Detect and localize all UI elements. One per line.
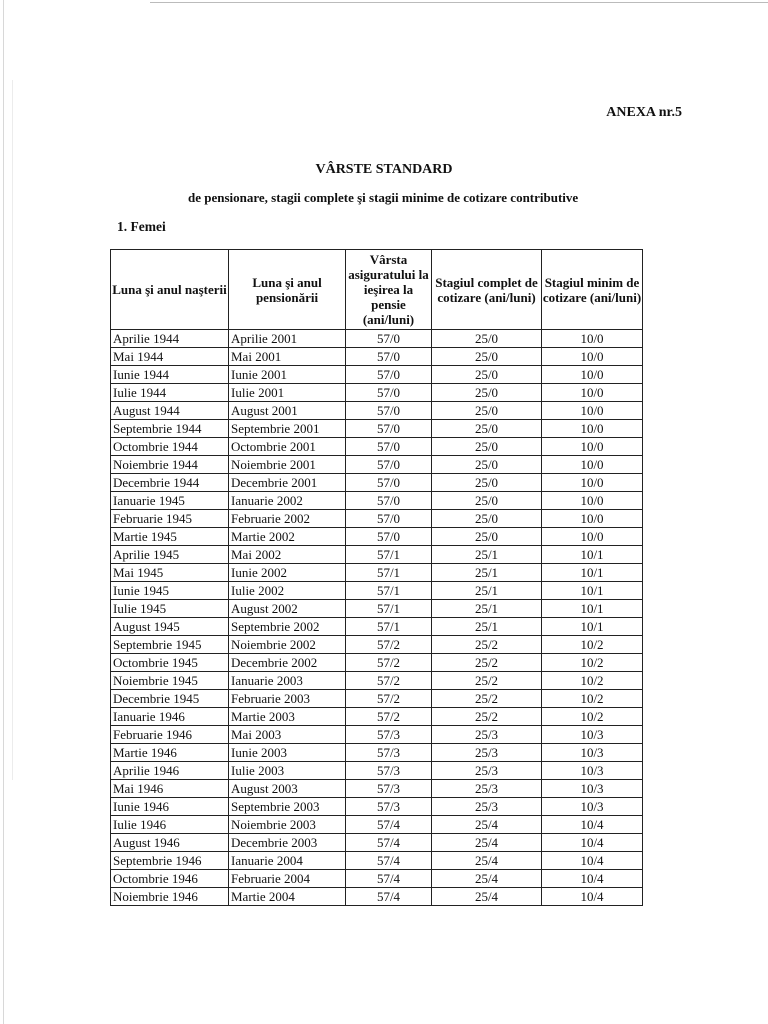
table-row [111, 888, 643, 906]
cell-full-contribution: 25/0 [432, 420, 542, 438]
cell-min-contribution: 10/0 [542, 366, 643, 384]
cell-full-contribution: 25/3 [432, 726, 542, 744]
table-row [111, 564, 643, 582]
cell-birth-month: Ianuarie 1946 [111, 708, 229, 726]
cell-birth-month: Decembrie 1945 [111, 690, 229, 708]
cell-birth-month: Septembrie 1945 [111, 636, 229, 654]
cell-min-contribution: 10/3 [542, 744, 643, 762]
cell-retirement-month: Iunie 2002 [229, 564, 346, 582]
cell-birth-month: August 1944 [111, 402, 229, 420]
cell-birth-month: Aprilie 1944 [111, 330, 229, 348]
cell-birth-month: Octombrie 1944 [111, 438, 229, 456]
cell-birth-month: Aprilie 1946 [111, 762, 229, 780]
table-row [111, 852, 643, 870]
cell-full-contribution: 25/0 [432, 366, 542, 384]
cell-retirement-month: August 2002 [229, 600, 346, 618]
cell-min-contribution: 10/0 [542, 528, 643, 546]
cell-birth-month: Octombrie 1945 [111, 654, 229, 672]
cell-retirement-month: Septembrie 2001 [229, 420, 346, 438]
cell-full-contribution: 25/0 [432, 330, 542, 348]
cell-min-contribution: 10/1 [542, 600, 643, 618]
cell-retirement-month: Martie 2003 [229, 708, 346, 726]
cell-retirement-age: 57/2 [346, 672, 432, 690]
cell-min-contribution: 10/2 [542, 690, 643, 708]
cell-full-contribution: 25/0 [432, 402, 542, 420]
table-row [111, 636, 643, 654]
cell-birth-month: Mai 1944 [111, 348, 229, 366]
cell-retirement-month: Iulie 2002 [229, 582, 346, 600]
cell-retirement-month: Ianuarie 2004 [229, 852, 346, 870]
cell-min-contribution: 10/0 [542, 348, 643, 366]
cell-full-contribution: 25/3 [432, 744, 542, 762]
cell-min-contribution: 10/2 [542, 654, 643, 672]
table-row [111, 744, 643, 762]
cell-min-contribution: 10/4 [542, 816, 643, 834]
cell-full-contribution: 25/3 [432, 762, 542, 780]
cell-full-contribution: 25/2 [432, 672, 542, 690]
cell-min-contribution: 10/4 [542, 888, 643, 906]
table-row [111, 726, 643, 744]
cell-birth-month: Iunie 1946 [111, 798, 229, 816]
table-row [111, 762, 643, 780]
table-row [111, 420, 643, 438]
cell-retirement-age: 57/4 [346, 816, 432, 834]
table-header-row [111, 250, 643, 330]
cell-retirement-month: Iulie 2001 [229, 384, 346, 402]
cell-retirement-month: Martie 2004 [229, 888, 346, 906]
cell-retirement-age: 57/4 [346, 870, 432, 888]
cell-retirement-month: August 2003 [229, 780, 346, 798]
cell-retirement-month: Mai 2001 [229, 348, 346, 366]
table-row [111, 780, 643, 798]
scan-border-top [150, 2, 768, 3]
cell-retirement-age: 57/2 [346, 636, 432, 654]
table-row [111, 708, 643, 726]
cell-retirement-month: Noiembrie 2003 [229, 816, 346, 834]
cell-retirement-month: Noiembrie 2001 [229, 456, 346, 474]
cell-birth-month: Februarie 1945 [111, 510, 229, 528]
cell-retirement-age: 57/1 [346, 564, 432, 582]
cell-retirement-age: 57/0 [346, 528, 432, 546]
cell-birth-month: Martie 1945 [111, 528, 229, 546]
cell-full-contribution: 25/0 [432, 456, 542, 474]
table-row [111, 798, 643, 816]
cell-birth-month: Ianuarie 1945 [111, 492, 229, 510]
cell-retirement-age: 57/4 [346, 888, 432, 906]
header-birth-month: Luna şi anul naşterii [111, 250, 229, 330]
cell-birth-month: Martie 1946 [111, 744, 229, 762]
cell-min-contribution: 10/1 [542, 564, 643, 582]
cell-min-contribution: 10/0 [542, 330, 643, 348]
cell-retirement-age: 57/3 [346, 798, 432, 816]
cell-min-contribution: 10/2 [542, 672, 643, 690]
cell-retirement-month: Ianuarie 2002 [229, 492, 346, 510]
table-row [111, 348, 643, 366]
cell-full-contribution: 25/0 [432, 438, 542, 456]
cell-retirement-month: Martie 2002 [229, 528, 346, 546]
cell-birth-month: Iulie 1944 [111, 384, 229, 402]
cell-full-contribution: 25/0 [432, 348, 542, 366]
cell-birth-month: Septembrie 1946 [111, 852, 229, 870]
cell-min-contribution: 10/0 [542, 492, 643, 510]
cell-full-contribution: 25/0 [432, 492, 542, 510]
cell-birth-month: Noiembrie 1945 [111, 672, 229, 690]
cell-full-contribution: 25/4 [432, 816, 542, 834]
cell-full-contribution: 25/1 [432, 564, 542, 582]
table-row [111, 438, 643, 456]
section-heading: 1. Femei [117, 219, 166, 234]
cell-min-contribution: 10/0 [542, 474, 643, 492]
cell-retirement-age: 57/0 [346, 348, 432, 366]
cell-retirement-age: 57/0 [346, 366, 432, 384]
table-row [111, 330, 643, 348]
cell-full-contribution: 25/2 [432, 654, 542, 672]
cell-retirement-age: 57/0 [346, 330, 432, 348]
table-row [111, 492, 643, 510]
cell-min-contribution: 10/3 [542, 762, 643, 780]
cell-retirement-month: Septembrie 2003 [229, 798, 346, 816]
cell-full-contribution: 25/0 [432, 528, 542, 546]
cell-full-contribution: 25/4 [432, 834, 542, 852]
cell-birth-month: August 1945 [111, 618, 229, 636]
cell-full-contribution: 25/1 [432, 546, 542, 564]
cell-retirement-month: Iunie 2001 [229, 366, 346, 384]
cell-retirement-age: 57/2 [346, 690, 432, 708]
cell-full-contribution: 25/3 [432, 798, 542, 816]
cell-birth-month: Mai 1946 [111, 780, 229, 798]
cell-retirement-month: August 2001 [229, 402, 346, 420]
cell-retirement-age: 57/0 [346, 402, 432, 420]
table-row [111, 582, 643, 600]
table-row [111, 618, 643, 636]
cell-full-contribution: 25/4 [432, 888, 542, 906]
table-row [111, 672, 643, 690]
table-row [111, 600, 643, 618]
cell-full-contribution: 25/2 [432, 708, 542, 726]
annex-label: ANEXA nr.5 [606, 105, 682, 120]
cell-full-contribution: 25/2 [432, 690, 542, 708]
cell-retirement-month: Februarie 2004 [229, 870, 346, 888]
cell-birth-month: Septembrie 1944 [111, 420, 229, 438]
cell-min-contribution: 10/4 [542, 852, 643, 870]
cell-birth-month: Februarie 1946 [111, 726, 229, 744]
cell-full-contribution: 25/0 [432, 384, 542, 402]
cell-min-contribution: 10/3 [542, 798, 643, 816]
header-retirement-month: Luna şi anul pensionării [229, 250, 346, 330]
document-title: VÂRSTE STANDARD [315, 162, 453, 177]
cell-full-contribution: 25/0 [432, 510, 542, 528]
cell-retirement-age: 57/1 [346, 600, 432, 618]
cell-retirement-month: Mai 2002 [229, 546, 346, 564]
header-full-contribution: Stagiul complet de cotizare (ani/luni) [432, 250, 542, 330]
cell-full-contribution: 25/3 [432, 780, 542, 798]
cell-birth-month: Iulie 1945 [111, 600, 229, 618]
cell-retirement-age: 57/3 [346, 780, 432, 798]
cell-min-contribution: 10/4 [542, 834, 643, 852]
cell-retirement-month: Octombrie 2001 [229, 438, 346, 456]
table-row [111, 870, 643, 888]
cell-retirement-month: Iunie 2003 [229, 744, 346, 762]
cell-birth-month: Iunie 1945 [111, 582, 229, 600]
document-subtitle: de pensionare, stagii complete şi stagii minime de cotizare contributive [188, 190, 579, 205]
scan-border-left [3, 0, 4, 1024]
cell-retirement-month: Aprilie 2001 [229, 330, 346, 348]
cell-min-contribution: 10/1 [542, 582, 643, 600]
cell-birth-month: Noiembrie 1944 [111, 456, 229, 474]
cell-min-contribution: 10/4 [542, 870, 643, 888]
cell-retirement-month: Decembrie 2001 [229, 474, 346, 492]
cell-retirement-month: Septembrie 2002 [229, 618, 346, 636]
table-row [111, 384, 643, 402]
cell-retirement-age: 57/0 [346, 510, 432, 528]
table-row [111, 366, 643, 384]
cell-birth-month: Iulie 1946 [111, 816, 229, 834]
cell-full-contribution: 25/2 [432, 636, 542, 654]
cell-retirement-month: Decembrie 2002 [229, 654, 346, 672]
cell-full-contribution: 25/1 [432, 582, 542, 600]
table-row [111, 456, 643, 474]
cell-retirement-month: Februarie 2003 [229, 690, 346, 708]
cell-retirement-age: 57/3 [346, 726, 432, 744]
cell-retirement-age: 57/0 [346, 420, 432, 438]
cell-birth-month: August 1946 [111, 834, 229, 852]
header-min-contribution: Stagiul minim de cotizare (ani/luni) [542, 250, 643, 330]
cell-retirement-age: 57/0 [346, 474, 432, 492]
table-row [111, 474, 643, 492]
cell-retirement-month: Mai 2003 [229, 726, 346, 744]
cell-birth-month: Aprilie 1945 [111, 546, 229, 564]
header-retirement-age: Vârsta asiguratului la ieşirea la pensie (ani/luni) [346, 250, 432, 330]
cell-birth-month: Noiembrie 1946 [111, 888, 229, 906]
table-body [111, 330, 643, 906]
table-row [111, 654, 643, 672]
cell-full-contribution: 25/0 [432, 474, 542, 492]
cell-full-contribution: 25/1 [432, 600, 542, 618]
cell-retirement-age: 57/0 [346, 492, 432, 510]
cell-min-contribution: 10/1 [542, 546, 643, 564]
cell-retirement-month: Iulie 2003 [229, 762, 346, 780]
cell-min-contribution: 10/0 [542, 438, 643, 456]
cell-retirement-age: 57/2 [346, 654, 432, 672]
table-row [111, 528, 643, 546]
cell-birth-month: Octombrie 1946 [111, 870, 229, 888]
cell-min-contribution: 10/1 [542, 618, 643, 636]
cell-min-contribution: 10/0 [542, 402, 643, 420]
cell-retirement-age: 57/2 [346, 708, 432, 726]
cell-retirement-age: 57/1 [346, 546, 432, 564]
cell-retirement-age: 57/0 [346, 438, 432, 456]
table-row [111, 546, 643, 564]
cell-min-contribution: 10/2 [542, 708, 643, 726]
scan-artifact-left [12, 80, 13, 780]
cell-retirement-age: 57/1 [346, 618, 432, 636]
table-row [111, 690, 643, 708]
cell-retirement-month: Decembrie 2003 [229, 834, 346, 852]
cell-full-contribution: 25/4 [432, 852, 542, 870]
cell-min-contribution: 10/0 [542, 384, 643, 402]
cell-min-contribution: 10/0 [542, 420, 643, 438]
cell-min-contribution: 10/2 [542, 636, 643, 654]
cell-retirement-age: 57/3 [346, 744, 432, 762]
table-row [111, 834, 643, 852]
cell-retirement-age: 57/0 [346, 456, 432, 474]
cell-retirement-month: Ianuarie 2003 [229, 672, 346, 690]
cell-min-contribution: 10/0 [542, 456, 643, 474]
cell-retirement-month: Februarie 2002 [229, 510, 346, 528]
cell-min-contribution: 10/3 [542, 780, 643, 798]
cell-birth-month: Iunie 1944 [111, 366, 229, 384]
cell-retirement-month: Noiembrie 2002 [229, 636, 346, 654]
table-row [111, 510, 643, 528]
cell-retirement-age: 57/1 [346, 582, 432, 600]
cell-retirement-age: 57/0 [346, 384, 432, 402]
cell-full-contribution: 25/1 [432, 618, 542, 636]
cell-min-contribution: 10/0 [542, 510, 643, 528]
cell-birth-month: Mai 1945 [111, 564, 229, 582]
retirement-age-table [110, 249, 643, 906]
cell-min-contribution: 10/3 [542, 726, 643, 744]
cell-full-contribution: 25/4 [432, 870, 542, 888]
table-row [111, 816, 643, 834]
table-row [111, 402, 643, 420]
cell-retirement-age: 57/4 [346, 852, 432, 870]
cell-retirement-age: 57/3 [346, 762, 432, 780]
cell-retirement-age: 57/4 [346, 834, 432, 852]
cell-birth-month: Decembrie 1944 [111, 474, 229, 492]
